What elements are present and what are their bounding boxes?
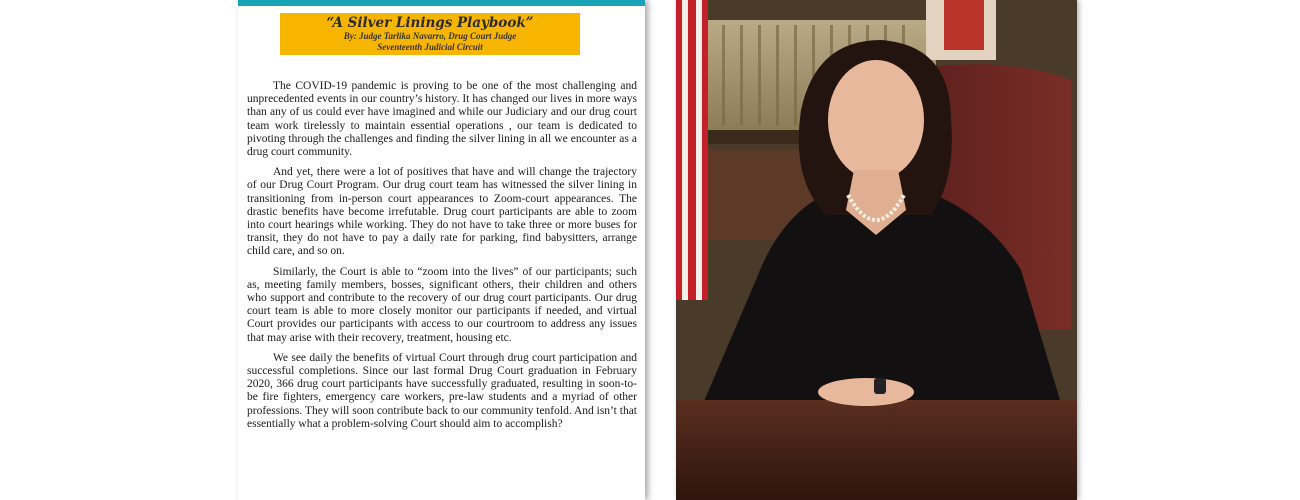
article-paragraph: We see daily the benefits of virtual Court through drug court participation and successful completions. Since our last formal Drug Court graduation in February 2020, 366 drug court participants have successfully graduated, resulting in soon-to-be fire fighters, emergency care workers, pre-law students and a myriad of other professions. They will soon contribute back to our community tenfold. And isn’t that essentially what a problem-solving Court should aim to accomplish? (247, 351, 637, 430)
article-paragraph: And yet, there were a lot of positives that have and will change the trajectory of our Drug Court Program. Our drug court team has witnessed the silver lining in transitioning from in-person court appearances to Zoom-court appearances. The drastic benefits have become irrefutable. Drug court participants are able to zoom into court hearings while working. They do not have to take three or more buses for transit, they do not have to pay a daily rate for parking, find babysitters, arrange child care, and so on. (247, 166, 637, 258)
article-byline: By: Judge Tarlika Navarro, Drug Court Judge (343, 31, 517, 41)
article-paragraph: Similarly, the Court is able to “zoom into the lives” of our participants; such as, meeting family members, bosses, significant others, their children and others who support and contribute to the recovery of our drug court participants. Our drug court team is able to more closely monitor our participants if needed, and virtual Court provides our participants with access to our courtroom to address any issues that may arise with their recovery, treatment, housing etc. (247, 265, 637, 344)
accent-bar (238, 0, 645, 6)
article-title: “A Silver Linings Playbook” (326, 15, 534, 31)
judge-portrait-photo (676, 0, 1077, 500)
newsletter-page (238, 0, 645, 500)
title-box (280, 13, 580, 55)
article-circuit: Seventeenth Judicial Circuit (377, 42, 483, 52)
article-paragraph: The COVID-19 pandemic is proving to be one of the most challenging and unprecedented events in our country’s history. It has changed our lives in more ways than any of us could ever have imagined and while our Judiciary and our drug court team work tirelessly to maintain essential operations , our team is dedicated to pivoting through the challenges and finding the silver lining in all we encounter as a drug court community. (247, 80, 637, 159)
article-body (247, 80, 637, 438)
